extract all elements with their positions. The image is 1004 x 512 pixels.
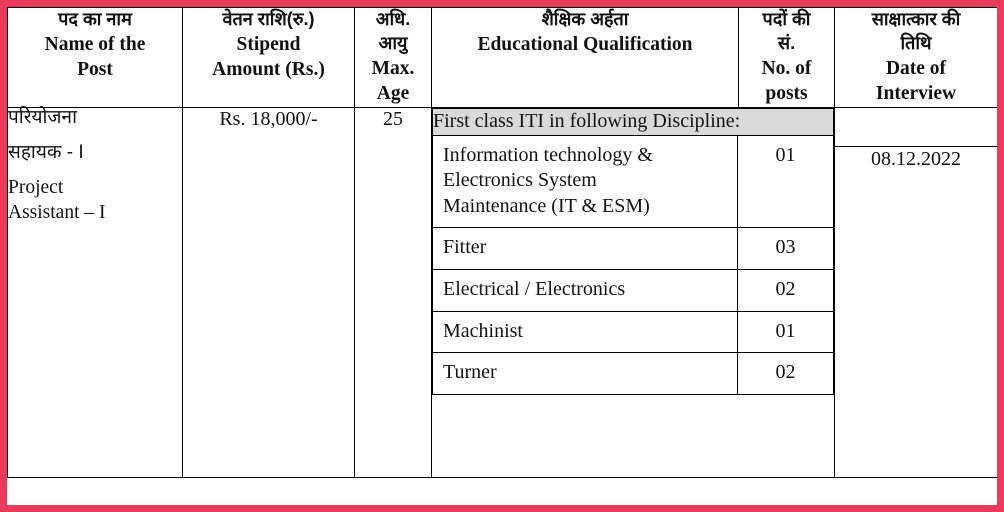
page-border-top (0, 0, 1004, 7)
header-max-age-hi-1: अधि. (375, 9, 411, 29)
header-interview-en-2: Interview (875, 83, 957, 105)
header-interview-hi-1: साक्षात्कार की (871, 9, 961, 29)
qualification-row (433, 135, 834, 228)
qualification-row (433, 311, 834, 353)
discipline-header-row (433, 108, 834, 135)
cell-stipend-amount: Rs. 18,000/- (183, 107, 355, 477)
header-no-of-posts-en-2: posts (765, 83, 808, 105)
post-name-hi-1: परियोजना (8, 106, 77, 128)
table-row (8, 107, 998, 477)
header-educational-qualification (432, 8, 739, 108)
header-post-name-hi: पद का नाम (58, 9, 132, 29)
header-no-of-posts-en-1: No. of (761, 57, 812, 79)
qualification-name: Turner (433, 353, 738, 395)
qualification-posts-count: 02 (738, 353, 834, 395)
qualification-posts-count: 03 (738, 228, 834, 270)
page-border-bottom (0, 505, 1004, 512)
header-post-name-en-1: Name of the (44, 33, 146, 55)
header-no-of-posts-hi-1: पदों की (762, 9, 811, 29)
qualification-posts-count: 02 (738, 269, 834, 311)
cell-qualification-group (432, 107, 835, 477)
qualification-name: Machinist (433, 311, 738, 353)
header-stipend-en-2: Amount (Rs.) (212, 59, 325, 81)
post-name-en-2: Assistant – I (8, 202, 106, 224)
qualification-name: Electrical / Electronics (433, 269, 738, 311)
qualification-posts-count: 01 (738, 135, 834, 228)
qualification-name-line-3: Maintenance (IT & ESM) (443, 194, 650, 217)
qualification-name-line-2: Electronics System (443, 169, 597, 192)
header-qualification-en: Educational Qualification (477, 33, 693, 55)
recruitment-table-container (7, 7, 997, 505)
qualification-name (433, 135, 738, 228)
page-border-right (997, 0, 1004, 512)
qualification-row (433, 228, 834, 270)
qualification-row (433, 353, 834, 395)
header-max-age-hi-2: आयु (378, 32, 408, 53)
qualification-row (433, 269, 834, 311)
table-body (8, 107, 998, 477)
header-max-age-en-2: Age (376, 83, 410, 105)
header-max-age (355, 8, 432, 108)
post-name-hi-2: सहायक - I (8, 141, 84, 163)
interview-date-row (835, 146, 997, 477)
interview-date-blank-row (835, 108, 997, 147)
header-max-age-en-1: Max. (371, 57, 415, 79)
qualification-name: Fitter (433, 228, 738, 270)
header-no-of-posts-hi-2: सं. (777, 32, 796, 53)
header-date-of-interview (835, 8, 998, 108)
header-stipend (183, 8, 355, 108)
post-name-en-1: Project (8, 176, 64, 198)
header-interview-en-1: Date of (885, 57, 947, 79)
qualification-posts-count: 01 (738, 311, 834, 353)
header-stipend-hi: वेतन राशि(रु.) (222, 9, 315, 29)
discipline-header-text: First class ITI in following Discipline: (433, 108, 834, 135)
qualification-name-line-1: Information technology & (443, 143, 653, 166)
interview-date-blank (835, 108, 997, 147)
qualification-table (432, 108, 834, 395)
header-post-name-en-2: Post (77, 59, 113, 81)
header-qualification-hi: शैक्षिक अर्हता (541, 9, 629, 29)
interview-date-value: 08.12.2022 (835, 146, 997, 477)
cell-post-name (8, 107, 183, 477)
header-interview-hi-2: तिथि (900, 32, 932, 53)
cell-max-age: 25 (355, 107, 432, 477)
header-stipend-en-1: Stipend (236, 33, 301, 55)
cell-interview-date-group (835, 107, 998, 477)
table-header-row (8, 8, 998, 108)
recruitment-table (7, 7, 997, 478)
page-border-left (0, 0, 7, 512)
interview-date-table (835, 108, 997, 477)
header-no-of-posts (739, 8, 835, 108)
header-post-name (8, 8, 183, 108)
